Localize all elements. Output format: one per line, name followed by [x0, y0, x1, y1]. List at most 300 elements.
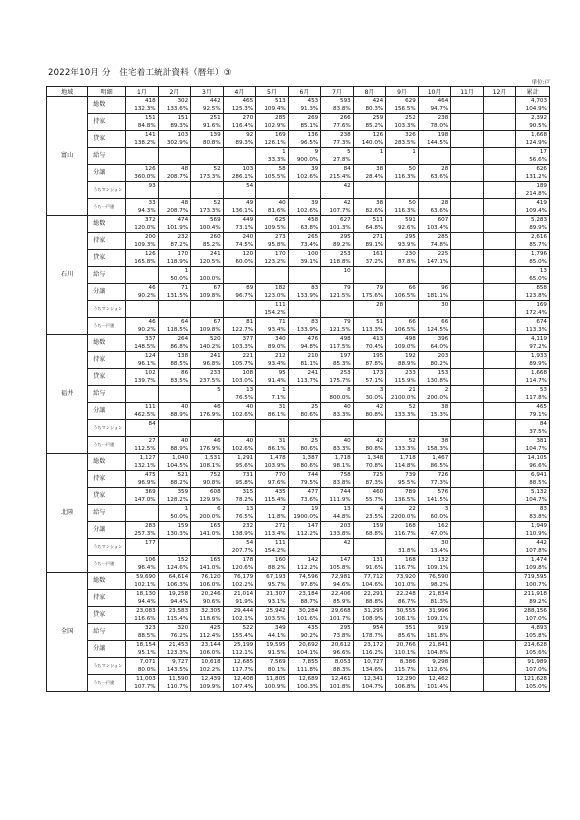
ratio-cell	[451, 207, 484, 216]
count-cell: 520	[191, 335, 224, 344]
ratio-cell: 102.1%	[126, 581, 159, 590]
ratio-cell: 92.5%	[191, 105, 224, 114]
count-cell: 89	[223, 284, 256, 293]
ratio-cell: 87.8%	[353, 360, 386, 369]
ratio-cell	[451, 530, 484, 539]
count-cell: 475	[126, 471, 159, 480]
ratio-cell	[451, 173, 484, 182]
ratio-cell: 117.7%	[223, 666, 256, 675]
ratio-cell: 140.2%	[191, 343, 224, 352]
count-cell: 241	[288, 369, 321, 378]
category-cell: 分譲	[88, 522, 126, 539]
category-cell: 総数	[88, 97, 126, 114]
count-cell: 3	[418, 505, 451, 514]
category-cell: うち一戸建	[88, 199, 126, 216]
category-cell: うち一戸建	[88, 437, 126, 454]
count-cell: 513	[256, 97, 289, 106]
category-cell: うち一戸建	[88, 675, 126, 692]
ratio-cell: 109.0%	[386, 343, 419, 352]
count-cell	[223, 148, 256, 157]
ratio-cell: 89.2%	[321, 241, 354, 250]
ratio-cell	[126, 309, 159, 318]
count-cell	[126, 505, 159, 514]
ratio-cell	[483, 547, 516, 556]
count-cell	[451, 556, 484, 565]
category-cell: うちマンション	[88, 182, 126, 199]
count-cell: 522	[223, 624, 256, 633]
count-cell	[223, 420, 256, 429]
count-cell: 92	[223, 131, 256, 140]
ratio-cell	[158, 428, 191, 437]
count-cell	[483, 454, 516, 463]
ratio-cell: 105.5%	[256, 173, 289, 182]
ratio-cell: 98.2%	[418, 581, 451, 590]
count-cell: 20,766	[386, 641, 419, 650]
housing-stats-table	[46, 86, 550, 692]
ratio-cell	[451, 649, 484, 658]
ratio-cell: 90.5%	[516, 122, 550, 131]
count-cell: 396	[418, 335, 451, 344]
count-cell: 10	[321, 267, 354, 276]
count-cell: 103	[223, 165, 256, 174]
count-cell: 1	[158, 505, 191, 514]
ratio-cell: 138.9%	[223, 530, 256, 539]
count-cell: 435	[288, 624, 321, 633]
count-cell	[321, 420, 354, 429]
ratio-cell: 105.6%	[516, 649, 550, 658]
count-cell: 521	[158, 471, 191, 480]
ratio-cell: 100.3%	[288, 683, 321, 692]
ratio-cell: 110.1%	[386, 649, 419, 658]
count-cell: 19,595	[256, 641, 289, 650]
ratio-cell	[353, 547, 386, 556]
ratio-cell: 103.9%	[256, 462, 289, 471]
ratio-cell: 141.5%	[418, 496, 451, 505]
ratio-cell: 64.8%	[353, 224, 386, 233]
count-cell: 46	[191, 437, 224, 446]
category-cell: 貸家	[88, 250, 126, 267]
count-cell: 52	[386, 403, 419, 412]
ratio-cell	[191, 428, 224, 437]
ratio-cell: 95.5%	[386, 479, 419, 488]
table-row	[47, 284, 550, 293]
ratio-cell	[451, 122, 484, 131]
ratio-cell: 86.1%	[256, 411, 289, 420]
count-cell	[158, 386, 191, 395]
ratio-cell: 140.0%	[353, 139, 386, 148]
ratio-cell: 112.2%	[288, 564, 321, 573]
ratio-cell: 74.5%	[223, 241, 256, 250]
count-cell: 259	[353, 114, 386, 123]
count-cell: 48	[158, 165, 191, 174]
ratio-cell: 96.6%	[321, 649, 354, 658]
count-cell: 12,439	[191, 675, 224, 684]
ratio-cell: 126.1%	[256, 139, 289, 148]
ratio-cell: 15.3%	[418, 411, 451, 420]
count-cell	[451, 352, 484, 361]
count-cell: 758	[321, 471, 354, 480]
table-row	[47, 131, 550, 140]
ratio-cell: 102.9%	[256, 122, 289, 131]
header-row	[47, 87, 550, 97]
ratio-cell: 55.7%	[353, 496, 386, 505]
ratio-cell: 101.6%	[288, 615, 321, 624]
count-cell: 269	[288, 114, 321, 123]
table-row	[47, 352, 550, 361]
ratio-cell: 107.7%	[126, 683, 159, 692]
count-cell	[483, 216, 516, 225]
ratio-cell	[321, 190, 354, 199]
ratio-cell	[451, 496, 484, 505]
ratio-cell: 100.9%	[256, 683, 289, 692]
count-cell: 73,920	[386, 573, 419, 582]
count-cell: 200	[126, 233, 159, 242]
count-cell: 1	[256, 386, 289, 395]
count-cell: 165	[191, 522, 224, 531]
ratio-cell: 117.8%	[516, 394, 550, 403]
ratio-cell	[451, 292, 484, 301]
count-cell: 381	[516, 437, 550, 446]
count-cell: 84	[321, 165, 354, 174]
ratio-cell: 73.1%	[223, 224, 256, 233]
count-cell: 265	[288, 233, 321, 242]
category-cell: 給与	[88, 505, 126, 522]
count-cell: 731	[223, 471, 256, 480]
ratio-cell: 88.2%	[256, 564, 289, 573]
count-cell: 50	[386, 165, 419, 174]
ratio-cell: 80.3%	[353, 105, 386, 114]
ratio-cell: 133.6%	[158, 105, 191, 114]
count-cell: 9,298	[418, 658, 451, 667]
count-cell: 214,628	[516, 641, 550, 650]
count-cell	[451, 522, 484, 531]
ratio-cell: 101.7%	[321, 615, 354, 624]
ratio-cell: 63.6%	[418, 173, 451, 182]
ratio-cell: 109.5%	[256, 224, 289, 233]
ratio-cell: 107.0%	[516, 666, 550, 675]
count-cell	[418, 148, 451, 157]
count-cell: 1,933	[516, 352, 550, 361]
count-cell	[288, 420, 321, 429]
ratio-cell: 173.3%	[191, 207, 224, 216]
count-cell: 211,918	[516, 590, 550, 599]
count-cell: 253	[321, 250, 354, 259]
ratio-cell: 87.2%	[158, 241, 191, 250]
count-cell: 270	[223, 114, 256, 123]
ratio-cell: 90.6%	[191, 598, 224, 607]
ratio-cell	[483, 428, 516, 437]
ratio-cell	[288, 547, 321, 556]
count-cell	[451, 573, 484, 582]
ratio-cell: 138.2%	[126, 139, 159, 148]
count-cell: 195	[353, 352, 386, 361]
ratio-cell: 93.4%	[256, 360, 289, 369]
ratio-cell	[451, 343, 484, 352]
count-cell: 476	[288, 335, 321, 344]
table-row	[47, 403, 550, 412]
table-row	[47, 250, 550, 259]
category-cell: うちマンション	[88, 420, 126, 437]
table-row	[47, 505, 550, 514]
ratio-cell: 133.3%	[386, 445, 419, 454]
ratio-cell: 112.6%	[418, 666, 451, 675]
count-cell: 197	[321, 352, 354, 361]
count-cell: 31	[256, 437, 289, 446]
ratio-cell: 165.8%	[126, 258, 159, 267]
ratio-cell	[483, 156, 516, 165]
count-cell: 725	[353, 471, 386, 480]
ratio-cell	[451, 428, 484, 437]
ratio-cell: 106.5%	[386, 326, 419, 335]
count-cell: 252	[386, 114, 419, 123]
table-row	[47, 675, 550, 684]
count-cell	[483, 386, 516, 395]
count-cell: 5	[321, 148, 354, 157]
count-cell	[483, 97, 516, 106]
count-cell: 629	[386, 97, 419, 106]
count-cell: 162	[418, 522, 451, 531]
count-cell: 100	[288, 250, 321, 259]
ratio-cell: 115.4%	[256, 496, 289, 505]
count-cell: 266	[321, 114, 354, 123]
ratio-cell: 63.8%	[288, 224, 321, 233]
ratio-cell: 107.0%	[516, 615, 550, 624]
ratio-cell: 111.9%	[321, 496, 354, 505]
count-cell: 38	[353, 199, 386, 208]
ratio-cell: 1900.0%	[288, 513, 321, 522]
table-row	[47, 471, 550, 480]
count-cell: 770	[256, 471, 289, 480]
ratio-cell: 76.5%	[223, 394, 256, 403]
count-cell: 372	[126, 216, 159, 225]
ratio-cell: 158.3%	[418, 445, 451, 454]
count-cell: 93	[126, 182, 159, 191]
count-cell	[451, 420, 484, 429]
region-cell: 富山	[47, 97, 88, 216]
ratio-cell: 50.0%	[158, 275, 191, 284]
count-cell: 1	[386, 148, 419, 157]
count-cell: 25	[288, 403, 321, 412]
count-cell: 59,690	[126, 573, 159, 582]
ratio-cell: 39.1%	[288, 258, 321, 267]
count-cell	[158, 182, 191, 191]
count-cell: 626	[516, 165, 550, 174]
ratio-cell: 116.7%	[386, 564, 419, 573]
count-cell: 160	[256, 556, 289, 565]
count-cell: 79	[321, 284, 354, 293]
count-cell: 7,569	[256, 658, 289, 667]
count-cell: 52	[191, 165, 224, 174]
count-cell: 474	[158, 216, 191, 225]
ratio-cell: 283.5%	[386, 139, 419, 148]
count-cell	[451, 386, 484, 395]
count-cell: 285	[256, 114, 289, 123]
ratio-cell: 141.0%	[191, 530, 224, 539]
ratio-cell: 96.9%	[126, 479, 159, 488]
ratio-cell	[288, 275, 321, 284]
count-cell: 40	[256, 199, 289, 208]
count-cell: 40	[321, 437, 354, 446]
ratio-cell: 94.8%	[288, 343, 321, 352]
column-header: 明細	[88, 87, 126, 97]
count-cell	[126, 301, 159, 310]
column-header: 5月	[256, 87, 289, 97]
table-row	[47, 216, 550, 225]
count-cell: 1,718	[321, 454, 354, 463]
count-cell: 84	[126, 420, 159, 429]
ratio-cell: 133.9%	[288, 292, 321, 301]
count-cell: 46	[126, 284, 159, 293]
category-cell: 給与	[88, 386, 126, 403]
table-row	[47, 488, 550, 497]
ratio-cell: 144.5%	[418, 139, 451, 148]
count-cell: 260	[191, 233, 224, 242]
count-cell: 23,144	[191, 641, 224, 650]
category-cell: 持家	[88, 590, 126, 607]
ratio-cell: 95.6%	[223, 462, 256, 471]
count-cell: 25	[288, 437, 321, 446]
ratio-cell	[126, 428, 159, 437]
category-cell: 持家	[88, 471, 126, 488]
count-cell: 337	[126, 335, 159, 344]
count-cell: 40	[158, 403, 191, 412]
ratio-cell	[191, 309, 224, 318]
count-cell: 11,805	[256, 675, 289, 684]
ratio-cell: 28.4%	[353, 173, 386, 182]
ratio-cell: 68.8%	[353, 530, 386, 539]
count-cell: 152	[158, 556, 191, 565]
ratio-cell: 173.3%	[191, 173, 224, 182]
ratio-cell: 85.3%	[321, 360, 354, 369]
count-cell: 83	[516, 505, 550, 514]
count-cell: 40	[158, 437, 191, 446]
ratio-cell: 104.7%	[353, 683, 386, 692]
count-cell: 170	[158, 250, 191, 259]
count-cell: 19	[288, 505, 321, 514]
count-cell: 251	[191, 114, 224, 123]
count-cell: 153	[418, 369, 451, 378]
count-cell	[451, 148, 484, 157]
count-cell	[451, 369, 484, 378]
count-cell: 40	[223, 437, 256, 446]
count-cell	[483, 573, 516, 582]
category-cell: 貸家	[88, 369, 126, 386]
count-cell: 126	[353, 131, 386, 140]
count-cell: 5,132	[516, 488, 550, 497]
count-cell: 674	[516, 318, 550, 327]
table-row	[47, 658, 550, 667]
ratio-cell: 109.9%	[191, 683, 224, 692]
count-cell	[158, 539, 191, 548]
count-cell: 126	[126, 165, 159, 174]
count-cell: 625	[256, 216, 289, 225]
count-cell: 20,612	[321, 641, 354, 650]
ratio-cell: 208.7%	[158, 173, 191, 182]
count-cell: 67	[191, 318, 224, 327]
category-cell: 貸家	[88, 488, 126, 505]
ratio-cell: 129.9%	[191, 496, 224, 505]
count-cell: 52	[386, 437, 419, 446]
count-cell	[451, 318, 484, 327]
ratio-cell: 80.6%	[288, 411, 321, 420]
ratio-cell: 112.1%	[223, 649, 256, 658]
count-cell: 48	[158, 199, 191, 208]
ratio-cell: 85.1%	[288, 122, 321, 131]
count-cell: 58	[256, 165, 289, 174]
ratio-cell: 116.4%	[223, 122, 256, 131]
count-cell: 178	[223, 556, 256, 565]
ratio-cell: 124.6%	[158, 564, 191, 573]
count-cell: 83	[288, 284, 321, 293]
count-cell: 42	[321, 539, 354, 548]
ratio-cell: 44.1%	[256, 632, 289, 641]
count-cell: 241	[191, 352, 224, 361]
count-cell: 435	[256, 488, 289, 497]
ratio-cell: 147.1%	[418, 258, 451, 267]
count-cell: 19,258	[158, 590, 191, 599]
ratio-cell	[451, 394, 484, 403]
ratio-cell	[256, 275, 289, 284]
region-cell: 全国	[47, 573, 88, 692]
count-cell: 182	[256, 284, 289, 293]
ratio-cell: 131.2%	[516, 173, 550, 182]
count-cell: 38	[418, 437, 451, 446]
count-cell: 271	[256, 522, 289, 531]
ratio-cell: 78.0%	[418, 122, 451, 131]
count-cell: 51	[353, 318, 386, 327]
ratio-cell: 156.5%	[386, 105, 419, 114]
count-cell: 132	[418, 556, 451, 565]
count-cell: 627	[321, 216, 354, 225]
ratio-cell: 124.5%	[418, 326, 451, 335]
ratio-cell: 87.8%	[386, 258, 419, 267]
count-cell	[126, 267, 159, 276]
count-cell	[451, 267, 484, 276]
column-header: 1月	[126, 87, 159, 97]
ratio-cell	[191, 190, 224, 199]
table-row	[47, 573, 550, 582]
ratio-cell: 105.0%	[516, 683, 550, 692]
ratio-cell: 80.8%	[353, 445, 386, 454]
count-cell: 4,119	[516, 335, 550, 344]
ratio-cell: 101.9%	[158, 224, 191, 233]
ratio-cell: 207.7%	[223, 547, 256, 556]
ratio-cell: 64.0%	[418, 343, 451, 352]
count-cell: 498	[321, 335, 354, 344]
count-cell: 169	[516, 301, 550, 310]
ratio-cell: 2100.0%	[386, 394, 419, 403]
table-row	[47, 233, 550, 242]
ratio-cell: 147.0%	[126, 496, 159, 505]
ratio-cell: 105.8%	[321, 564, 354, 573]
ratio-cell: 50.0%	[158, 513, 191, 522]
ratio-cell: 88.5%	[158, 360, 191, 369]
ratio-cell: 88.3%	[321, 666, 354, 675]
ratio-cell: 94.6%	[321, 581, 354, 590]
count-cell	[191, 301, 224, 310]
count-cell: 12,685	[223, 658, 256, 667]
count-cell: 458	[288, 216, 321, 225]
count-cell: 111	[126, 403, 159, 412]
ratio-cell: 237.5%	[191, 377, 224, 386]
count-cell: 42	[321, 199, 354, 208]
ratio-cell: 133.3%	[386, 411, 419, 420]
ratio-cell: 132.1%	[126, 462, 159, 471]
count-cell	[483, 114, 516, 123]
count-cell	[483, 301, 516, 310]
count-cell	[483, 556, 516, 565]
count-cell: 71	[158, 284, 191, 293]
